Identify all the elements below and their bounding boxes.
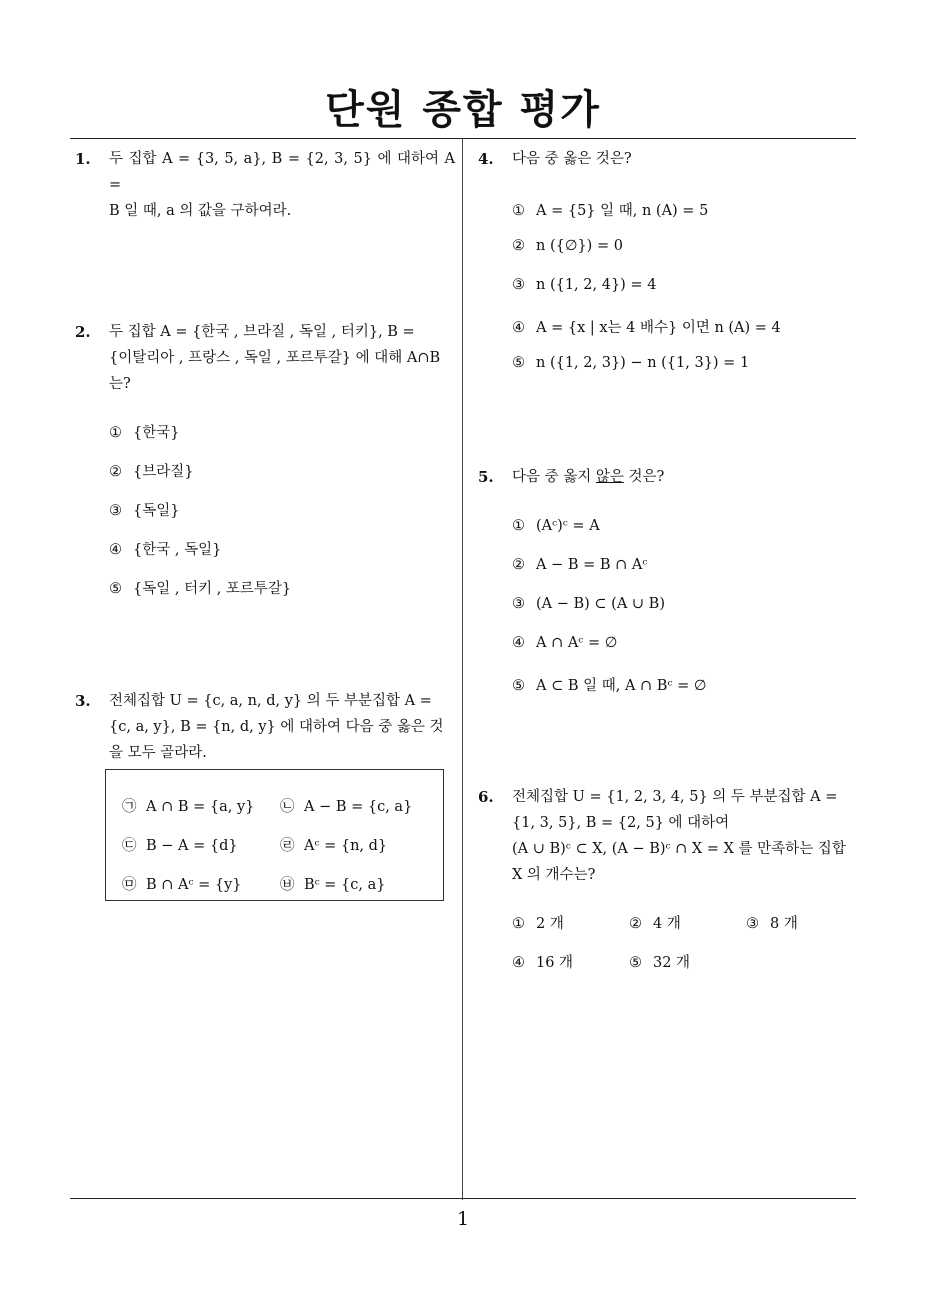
q3-statement (122, 795, 254, 816)
option-marker: ③ (109, 503, 122, 519)
q3-statement (280, 873, 385, 894)
question-5 (478, 464, 858, 490)
question-number: 1. (75, 150, 91, 168)
q6-option-5[interactable] (629, 951, 690, 972)
bottom-rule (70, 1198, 856, 1199)
stem-text: 것은? (623, 469, 665, 485)
top-rule (70, 138, 856, 139)
option-text: A ⊂ B 일 때, A ∩ Bᶜ = ∅ (536, 678, 707, 694)
option-text: 32 개 (653, 955, 691, 971)
q2-option-5[interactable] (109, 577, 291, 598)
stem-line: 는? (109, 376, 131, 392)
question-stem (512, 784, 858, 888)
q3-statement (122, 873, 242, 894)
option-text: 8 개 (770, 916, 798, 932)
stem-line: 전체집합 U = {c, a, n, d, y} 의 두 부분집합 A = (109, 693, 432, 709)
stem-line: {c, a, y}, B = {n, d, y} 에 대하여 다음 중 옳은 것 (109, 719, 444, 735)
option-marker: ① (512, 916, 525, 932)
option-text: (A − B) ⊂ (A ∪ B) (536, 596, 665, 612)
option-text: 16 개 (536, 955, 574, 971)
option-marker: ③ (512, 596, 525, 612)
q6-option-1[interactable] (512, 912, 564, 933)
stem-line: 을 모두 골라라. (109, 745, 207, 761)
option-marker: ⑤ (512, 355, 525, 371)
option-marker: ① (109, 425, 122, 441)
q3-statement (280, 834, 387, 855)
option-text: {브라질} (133, 464, 194, 480)
q5-option-2[interactable] (512, 557, 647, 573)
stem-line: X 의 개수는? (512, 867, 596, 883)
question-stem (512, 464, 858, 490)
stem-text: 다음 중 옳지 (512, 469, 596, 485)
q3-statement (122, 834, 238, 855)
statement-text: Bᶜ = {c, a} (304, 877, 386, 893)
option-marker: ① (512, 518, 525, 534)
statement-marker: ㉣ (280, 838, 295, 854)
statement-text: B − A = {d} (146, 838, 238, 854)
statement-text: A ∩ B = {a, y} (146, 799, 255, 815)
option-marker: ③ (512, 277, 525, 293)
q2-option-4[interactable] (109, 538, 221, 559)
question-stem (109, 146, 455, 224)
q6-option-3[interactable] (746, 912, 798, 933)
stem-line: (A ∪ B)ᶜ ⊂ X, (A − B)ᶜ ∩ X = X 를 만족하는 집합 (512, 841, 846, 857)
option-marker: ② (109, 464, 122, 480)
question-number: 6. (478, 788, 494, 806)
option-text: n ({1, 2, 4}) = 4 (536, 277, 657, 293)
column-divider (462, 139, 463, 1200)
question-3 (75, 688, 455, 766)
question-stem (109, 319, 455, 397)
option-text: {한국 , 독일} (133, 542, 222, 558)
option-marker: ④ (109, 542, 122, 558)
q2-option-1[interactable] (109, 421, 179, 442)
option-text: A − B = B ∩ Aᶜ (536, 557, 648, 573)
question-2 (75, 319, 455, 397)
question-1 (75, 146, 455, 224)
statement-marker: ㉡ (280, 799, 295, 815)
option-marker: ⑤ (629, 955, 642, 971)
option-text: A = {x | x는 4 배수} 이면 n (A) = 4 (536, 320, 781, 336)
statement-text: A − B = {c, a} (304, 799, 413, 815)
option-text: {한국} (133, 425, 180, 441)
stem-line: B 일 때, a 의 값을 구하여라. (109, 203, 292, 219)
q4-option-1[interactable] (512, 199, 708, 220)
option-marker: ⑤ (512, 678, 525, 694)
option-marker: ② (512, 557, 525, 573)
q5-option-4[interactable] (512, 635, 617, 651)
question-4 (478, 146, 858, 172)
statement-marker: ㉢ (122, 838, 137, 854)
option-text: A ∩ Aᶜ = ∅ (536, 635, 618, 651)
question-number: 5. (478, 468, 494, 486)
question-number: 3. (75, 692, 91, 710)
statement-marker: ㉠ (122, 799, 137, 815)
q2-option-3[interactable] (109, 499, 179, 520)
q4-option-2[interactable] (512, 238, 623, 254)
q5-option-1[interactable] (512, 518, 600, 534)
q3-statement-box (105, 769, 444, 901)
option-marker: ④ (512, 955, 525, 971)
stem-line: 두 집합 A = {3, 5, a}, B = {2, 3, 5} 에 대하여 A = (109, 151, 455, 193)
q3-statement (280, 795, 412, 816)
option-text: {독일 , 터키 , 포르투갈} (133, 581, 292, 597)
option-text: {독일} (133, 503, 180, 519)
q4-option-5[interactable] (512, 355, 749, 371)
question-stem: 다음 중 옳은 것은? (512, 151, 632, 167)
question-stem (109, 688, 455, 766)
q5-option-5[interactable] (512, 674, 706, 695)
option-text: 2 개 (536, 916, 564, 932)
option-marker: ⑤ (109, 581, 122, 597)
stem-line: 전체집합 U = {1, 2, 3, 4, 5} 의 두 부분집합 A = (512, 789, 838, 805)
statement-marker: ㉥ (280, 877, 295, 893)
option-text: 4 개 (653, 916, 681, 932)
q5-option-3[interactable] (512, 596, 665, 612)
option-text: (Aᶜ)ᶜ = A (536, 518, 600, 534)
stem-line: {이탈리아 , 프랑스 , 독일 , 포르투갈} 에 대해 A∩B (109, 350, 441, 366)
option-marker: ④ (512, 320, 525, 336)
q6-option-2[interactable] (629, 912, 681, 933)
page-number: 1 (456, 1208, 470, 1230)
option-text: A = {5} 일 때, n (A) = 5 (536, 203, 709, 219)
statement-marker: ㉤ (122, 877, 137, 893)
option-marker: ② (629, 916, 642, 932)
option-text: n ({1, 2, 3}) − n ({1, 3}) = 1 (536, 355, 750, 371)
option-marker: ② (512, 238, 525, 254)
option-marker: ① (512, 203, 525, 219)
stem-line: {1, 3, 5}, B = {2, 5} 에 대하여 (512, 815, 730, 831)
statement-text: Aᶜ = {n, d} (304, 838, 388, 854)
option-marker: ③ (746, 916, 759, 932)
statement-text: B ∩ Aᶜ = {y} (146, 877, 242, 893)
q4-option-4[interactable] (512, 316, 781, 337)
question-number: 2. (75, 323, 91, 341)
page-title: 단원 종합 평가 (325, 87, 601, 133)
q6-option-4[interactable] (512, 951, 573, 972)
q2-option-2[interactable] (109, 460, 193, 481)
stem-line: 두 집합 A = {한국 , 브라질 , 독일 , 터키}, B = (109, 324, 415, 340)
option-marker: ④ (512, 635, 525, 651)
stem-underlined-text: 않은 (595, 469, 624, 485)
question-6 (478, 784, 858, 888)
option-text: n ({∅}) = 0 (536, 238, 623, 254)
question-number: 4. (478, 150, 494, 168)
q4-option-3[interactable] (512, 277, 656, 293)
